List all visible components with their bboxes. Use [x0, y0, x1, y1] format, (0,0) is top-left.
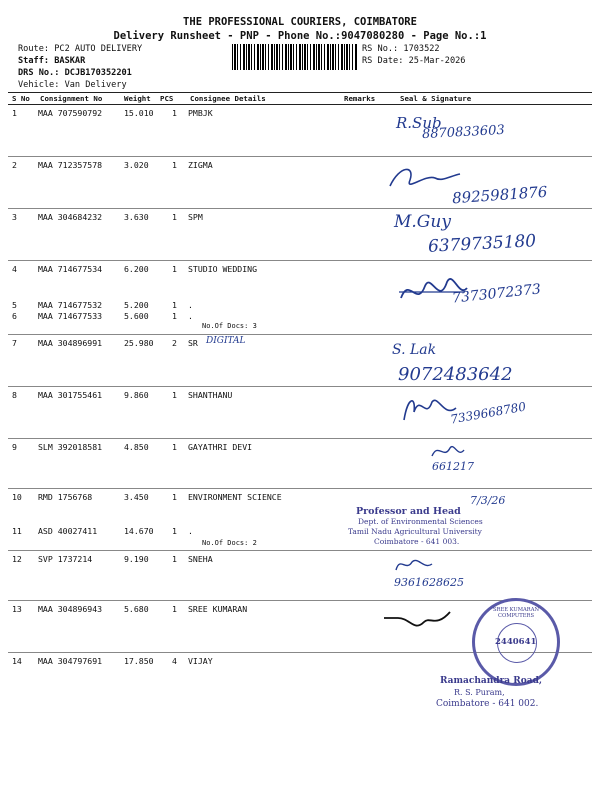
cell-pcs: 2: [172, 338, 177, 348]
drs-value: DCJB170352201: [64, 68, 132, 78]
cell-pcs: 1: [172, 604, 177, 614]
stamp-env-city: Coimbatore - 641 003.: [374, 537, 460, 546]
cell-wt: 14.670: [124, 526, 154, 536]
company-seal: [472, 598, 560, 686]
cell-sno: 12: [12, 554, 22, 564]
cell-sno: 8: [12, 390, 17, 400]
seal-name: SREE KUMARAN COMPUTERS: [493, 607, 539, 619]
cell-cd: SNEHA: [188, 554, 213, 564]
cell-sno: 11: [12, 526, 22, 536]
cell-cn: SVP 1737214: [38, 554, 93, 564]
consignee-r7-suffix: DIGITAL: [206, 336, 246, 346]
col-pcs: PCS: [160, 94, 174, 103]
cell-wt: 9.190: [124, 554, 149, 564]
cell-cd: .: [188, 311, 193, 321]
signature-r7: S. Lak: [392, 342, 437, 358]
signature-r9: [428, 440, 468, 462]
signature-r13: [380, 606, 460, 636]
rs-date: RS Date: 25-Mar-2026: [362, 56, 466, 66]
cell-wt: 3.630: [124, 212, 149, 222]
col-consignment: Consignment No: [40, 94, 103, 103]
cell-cd: PMBJK: [188, 108, 213, 118]
drs-line: [18, 68, 132, 78]
cell-pcs: 1: [172, 526, 177, 536]
signature-r1: R.Sub: [396, 114, 442, 132]
cell-sno: 5: [12, 300, 17, 310]
col-seal: Seal & Signature: [400, 94, 472, 103]
company-title: THE PROFESSIONAL COURIERS, COIMBATORE: [183, 16, 417, 28]
phone-r3: 6379735180: [427, 231, 537, 257]
cell-wt: 3.020: [124, 160, 149, 170]
cell-cn: MAA 304684232: [38, 212, 103, 222]
cell-pcs: 1: [172, 108, 177, 118]
cell-cd: SPM: [188, 212, 203, 222]
cell-wt: 5.600: [124, 311, 149, 321]
table-row: [8, 438, 592, 489]
cell-sno: 7: [12, 338, 17, 348]
col-consignee: Consignee Details: [190, 94, 266, 103]
cell-cd: .: [188, 300, 193, 310]
cell-wt: 17.850: [124, 656, 154, 666]
stamp-vijay-city: Coimbatore - 641 002.: [436, 699, 539, 709]
cell-cd: ZIGMA: [188, 160, 213, 170]
col-remarks: Remarks: [344, 94, 376, 103]
docs-count: No.Of Docs: 2: [202, 539, 257, 547]
cell-cd: .: [188, 526, 193, 536]
cell-wt: 3.450: [124, 492, 149, 502]
cell-cn: MAA 714677533: [38, 311, 103, 321]
cell-sno: 4: [12, 264, 17, 274]
cell-pcs: 1: [172, 300, 177, 310]
cell-cd: STUDIO WEDDING: [188, 264, 258, 274]
cell-cn: MAA 304896991: [38, 338, 103, 348]
cell-cd: SR: [188, 338, 198, 348]
cell-cn: MAA 714677534: [38, 264, 103, 274]
stamp-env-title: Professor and Head: [356, 506, 461, 517]
docs-count: No.Of Docs: 3: [202, 322, 257, 330]
cell-sno: 2: [12, 160, 17, 170]
cell-wt: 4.850: [124, 442, 149, 452]
cell-sno: 13: [12, 604, 22, 614]
cell-pcs: 1: [172, 442, 177, 452]
cell-cd: VIJAY: [188, 656, 213, 666]
cell-pcs: 1: [172, 390, 177, 400]
phone-r2: 8925981876: [451, 182, 548, 208]
cell-pcs: 1: [172, 554, 177, 564]
phone-r7: 9072483642: [398, 364, 513, 385]
phone-r12: 9361628625: [394, 576, 464, 589]
cell-wt: 9.860: [124, 390, 149, 400]
cell-wt: 6.200: [124, 264, 149, 274]
cell-pcs: 1: [172, 160, 177, 170]
staff-label: Staff: BASKAR: [18, 56, 86, 66]
cell-cn: MAA 714677532: [38, 300, 103, 310]
cell-wt: 5.680: [124, 604, 149, 614]
cell-pcs: 1: [172, 264, 177, 274]
col-sno: S No: [12, 94, 30, 103]
cell-cn: RMD 1756768: [38, 492, 93, 502]
cell-cd: ENVIRONMENT SCIENCE: [188, 492, 282, 502]
cell-pcs: 4: [172, 656, 177, 666]
cell-cn: SLM 392018581: [38, 442, 103, 452]
cell-cn: ASD 40027411: [38, 526, 98, 536]
cell-cd: GAYATHRI DEVI: [188, 442, 253, 452]
stamp-env-univ: Tamil Nadu Agricultural University: [348, 527, 482, 536]
cell-cn: MAA 712357578: [38, 160, 103, 170]
cell-sno: 14: [12, 656, 22, 666]
table-row: [8, 550, 592, 601]
vehicle-label: Vehicle: Van Delivery: [18, 80, 127, 90]
cell-pcs: 1: [172, 311, 177, 321]
cell-wt: 15.010: [124, 108, 154, 118]
cell-pcs: 1: [172, 212, 177, 222]
stamp-vijay-road: Ramachandra Road,: [440, 676, 543, 686]
signature-r3: M.Guy: [394, 212, 451, 232]
cell-sno: 1: [12, 108, 17, 118]
code-r9: 661217: [432, 460, 474, 473]
cell-cn: MAA 301755461: [38, 390, 103, 400]
cell-cd: SREE KUMARAN: [188, 604, 248, 614]
cell-sno: 3: [12, 212, 17, 222]
cell-sno: 6: [12, 311, 17, 321]
cell-cn: MAA 304797691: [38, 656, 103, 666]
cell-cn: MAA 304896943: [38, 604, 103, 614]
cell-cd: SHANTHANU: [188, 390, 233, 400]
phone-r1: 8870833603: [421, 122, 506, 143]
date-r10: 7/3/26: [470, 494, 506, 507]
stamp-env-dept: Dept. of Environmental Sciences: [358, 517, 483, 526]
stamp-vijay-ps: R. S. Puram,: [454, 688, 505, 697]
cell-pcs: 1: [172, 492, 177, 502]
phone-r8: 7339668780: [449, 399, 527, 427]
route-label: Route: PC2 AUTO DELIVERY: [18, 44, 143, 54]
col-weight: Weight: [124, 94, 151, 103]
barcode: [232, 44, 358, 70]
cell-sno: 10: [12, 492, 22, 502]
phone-r4: 7373072373: [451, 281, 542, 307]
cell-wt: 25.980: [124, 338, 154, 348]
rs-no: RS No.: 1703522: [362, 44, 440, 54]
cell-wt: 5.200: [124, 300, 149, 310]
runsheet-title: Delivery Runsheet - PNP - Phone No.:9047080280 - Page No.:1: [113, 30, 487, 42]
seal-number: 2440641: [495, 637, 537, 647]
drs-label: DRS No.:: [18, 68, 60, 78]
cell-sno: 9: [12, 442, 17, 452]
signature-r12: [392, 554, 436, 576]
cell-cn: MAA 707590792: [38, 108, 103, 118]
